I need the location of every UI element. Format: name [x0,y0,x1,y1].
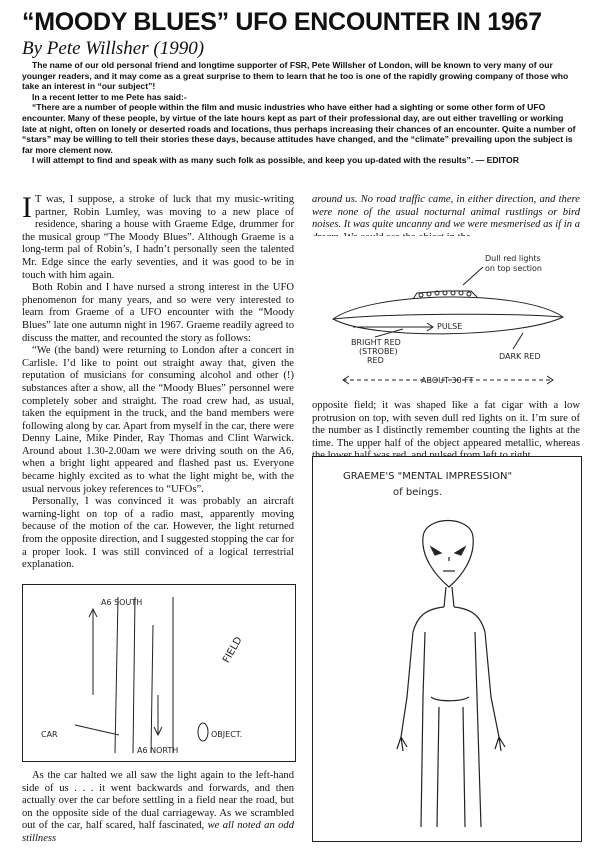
road-map-drawing [23,585,295,761]
article-byline: By Pete Willsher (1990) [22,38,205,59]
article-title: “MOODY BLUES” UFO ENCOUNTER IN 1967 [22,8,542,36]
article-paragraph: As the car halted we all saw the light again to the left-hand side of us . . . it went backwards and forwards, and then actually over the car before settling in a field near the road, but on the opposite side of the dual carriageway. As we scrambled out of the car, half scared, half fascinated, we all noted an odd stillness [22,770,294,844]
dark-red-label: DARK RED [499,352,541,361]
lights-label: on top section [485,264,542,273]
being-caption: GRAEME'S "MENTAL IMPRESSION" [343,471,513,482]
right-column-middle [312,400,580,463]
being-drawing [313,457,581,841]
field-label: FIELD [221,635,245,666]
bright-red-label: (STROBE) [359,347,398,356]
being-caption: of beings. [393,487,443,498]
intro-paragraph: I will attempt to find and speak with as many such folk as possible, and keep you up-dated with the results”. — EDITOR [32,155,519,166]
editor-intro [22,60,578,166]
intro-paragraph: “There are a number of people within the film and music industries who have either had a sighting or some other form of UFO encounter. Many of these people, by virtue of the late hours kept as part of their professional day, are out either travelling or working late at night, often on lonely or deserted roads and locations, thus perhaps increasing their chances of an encounter. Quite a number of “stars” may be willing to tell their stories these days, because attitudes have changed, and the “climate” prevailing upon the subject is far more clement now. [22,102,576,155]
being-sketch [312,456,582,842]
ufo-sketch [312,236,582,398]
pulse-label: PULSE [437,322,463,331]
article-paragraph: Personally, I was convinced it was probably an aircraft warning-light on top of a radio mast, apparently moving because of the motion of the car. However, the light returned from the opposite direction, and I suggested stopping the car for a proper look. I was still convinced of a logical terrestrial explanation. [22,496,294,571]
intro-paragraph: The name of our old personal friend and longtime supporter of FSR, Pete Willsher of London, will be known to very many of our younger readers, and it may come as a great surprise to them to learn that he too is one of the rapidly growing company of those who take an interest in “our subject”! [22,60,569,92]
car-label: CAR [41,730,58,739]
drop-cap: I [22,191,32,224]
left-column-upper [22,191,294,572]
ufo-drawing [313,237,581,397]
article-paragraph: opposite field; it was shaped like a fat cigar with a low protrusion on top, with seven dull red lights on it. I’m sure of the number as I distinctly remember counting the lights at the time. The upper half of the object appeared metallic, whereas [312,400,580,449]
article-paragraph: “We (the band) were returning to London after a concert in Carlisle. I’d like to point out straight away that, given the reputation of musicians for consuming alcohol and other (!) substances after a show, all the “Moody Blues” personnel were completely sober and straight. The road crew had, as usual, taken the equipment in the truck, and the band members were following along by car. Apart from myself in the car, there were Denny Laine, Mike Pinder, Ray Thomas and Clint Warwick. Around about 1.30-2.00am we were driving south on the A6, when a bright light appeared and flashed past us. Everyone became highly excited as to what the light might be, with the usual nervous jokey references to “UFOs”. [22,345,294,495]
article-paragraph: Both Robin and I have nursed a strong interest in the UFO phenomenon for many years, and so were very interested to learn from Graeme of a UFO encounter with the “Moody Blues” late one autumn night in 1967. Graeme readily agreed to discuss the matter, and recounted the story as follows: [22,282,294,344]
road-map-sketch [22,584,296,762]
length-label: ABOUT 30 FT [421,376,474,385]
road-label-north: A6 NORTH [137,746,179,755]
article-paragraph: around us. No road traffic came, in either direction, and there were none of the usual nocturnal animal rustlings or bird noises. It was quite uncanny and we were mesmerised as if in a [312,194,580,231]
article-paragraph: I T was, I suppose, a stroke of luck that my music-writing partner, Robin Lumley, was moving to a new place of residence, sharing a house with Graeme Edge, drummer for the musical group “The Moody Blues”. Although Graeme is a long-term pal of Robin’s, I hadn’t personally seen the talented Mr. Edge since the early seventies, and it was good to be in touch with him again. [22,191,294,281]
intro-paragraph: In a recent letter to me Pete has said:- [32,91,187,102]
lights-label: Dull red lights [485,254,541,263]
bright-red-label: RED [367,356,384,365]
road-label-south: A6 SOUTH [101,598,143,607]
bright-red-label: BRIGHT RED [351,338,401,347]
left-column-lower [22,770,294,846]
object-label: OBJECT. [211,730,243,739]
